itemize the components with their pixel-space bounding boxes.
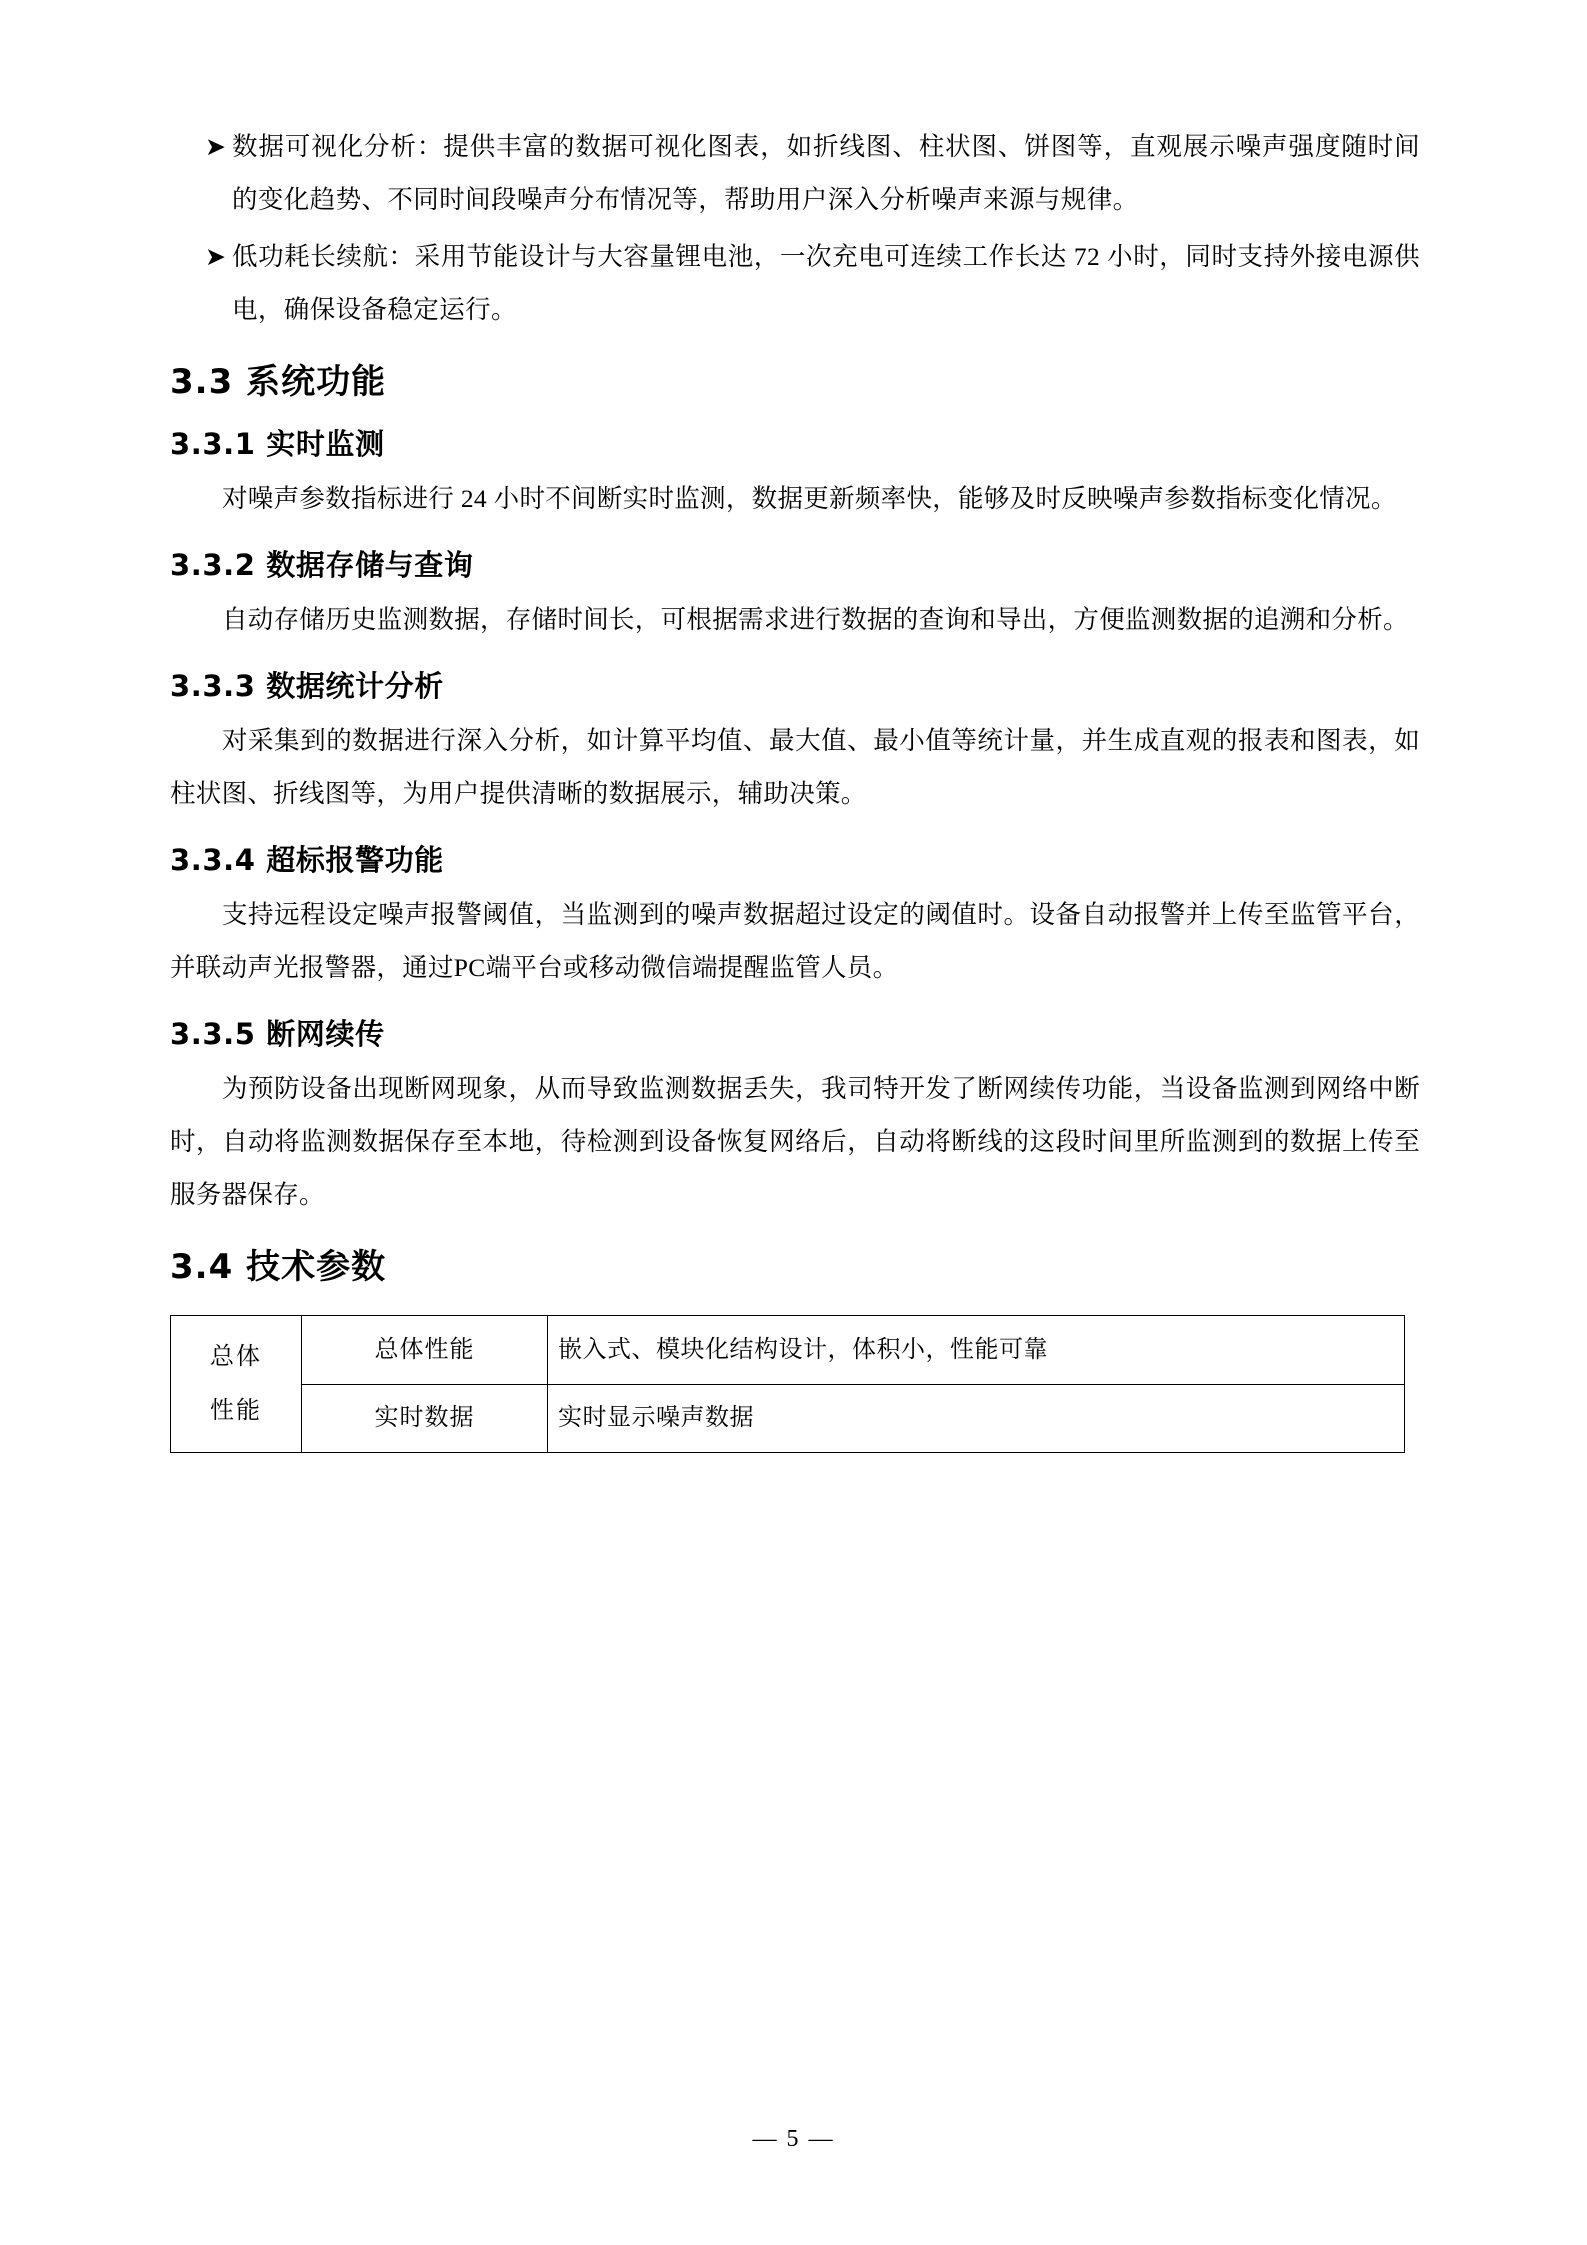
table-cell-group-label <box>171 1316 302 1453</box>
table-cell-description: 实时显示噪声数据 <box>548 1384 1405 1453</box>
list-item <box>170 230 1420 336</box>
section-paragraph-3-3-3: 对采集到的数据进行深入分析，如计算平均值、最大值、最小值等统计量，并生成直观的报表和图表，如柱状图、折线图等，为用户提供清晰的数据展示，辅助决策。 <box>170 726 1420 808</box>
section-paragraph-3-3-1: 对噪声参数指标进行 24 小时不间断实时监测，数据更新频率快，能够及时反映噪声参数指标变化情况。 <box>222 484 1397 513</box>
arrow-bullet-icon: ➤ <box>205 242 226 271</box>
group-label-line-1: 总体 <box>210 1344 262 1370</box>
section-heading-3-3-3: 3.3.3 数据统计分析 <box>170 669 444 703</box>
page-footer <box>0 2126 1587 2153</box>
page-content <box>170 120 1420 1453</box>
section-paragraph-3-3-2: 自动存储历史监测数据，存储时间长，可根据需求进行数据的查询和导出，方便监测数据的追溯和分析。 <box>222 605 1409 634</box>
feature-bullet-list <box>170 120 1420 336</box>
section-heading-3-3-4: 3.3.4 超标报警功能 <box>170 843 444 877</box>
table-cell-description: 嵌入式、模块化结构设计，体积小，性能可靠 <box>548 1316 1405 1385</box>
section-heading-3-3-5: 3.3.5 断网续传 <box>170 1017 385 1051</box>
table-row <box>171 1384 1405 1453</box>
section-paragraph-3-3-4: 支持远程设定噪声报警阈值，当监测到的噪声数据超过设定的阈值时。设备自动报警并上传至监管平台，并联动声光报警器，通过PC端平台或移动微信端提醒监管人员。 <box>170 900 1420 982</box>
table-cell-item: 实时数据 <box>302 1384 548 1453</box>
section-heading-3-4: 3.4 技术参数 <box>170 1247 387 1287</box>
section-paragraph-3-3-5: 为预防设备出现断网现象，从而导致监测数据丢失，我司特开发了断网续传功能，当设备监测到网络中断时，自动将监测数据保存至本地，待检测到设备恢复网络后，自动将断线的这段时间里所监测到的数据上传至服务器保存。 <box>170 1074 1420 1209</box>
section-heading-3-3-2: 3.3.2 数据存储与查询 <box>170 548 474 582</box>
list-item-text: 数据可视化分析：提供丰富的数据可视化图表，如折线图、柱状图、饼图等，直观展示噪声强度随时间的变化趋势、不同时间段噪声分布情况等，帮助用户深入分析噪声来源与规律。 <box>232 132 1420 214</box>
table-row <box>171 1316 1405 1385</box>
list-item-text: 低功耗长续航：采用节能设计与大容量锂电池，一次充电可连续工作长达 72 小时，同时支持外接电源供电，确保设备稳定运行。 <box>232 242 1420 324</box>
list-item <box>170 120 1420 226</box>
section-heading-3-3: 3.3 系统功能 <box>170 362 387 402</box>
section-heading-3-3-1: 3.3.1 实时监测 <box>170 427 385 461</box>
technical-parameters-table <box>170 1315 1405 1453</box>
table-cell-item: 总体性能 <box>302 1316 548 1385</box>
page-number: — 5 — <box>752 2126 835 2152</box>
group-label-line-2: 性能 <box>210 1398 262 1424</box>
arrow-bullet-icon: ➤ <box>205 132 226 161</box>
